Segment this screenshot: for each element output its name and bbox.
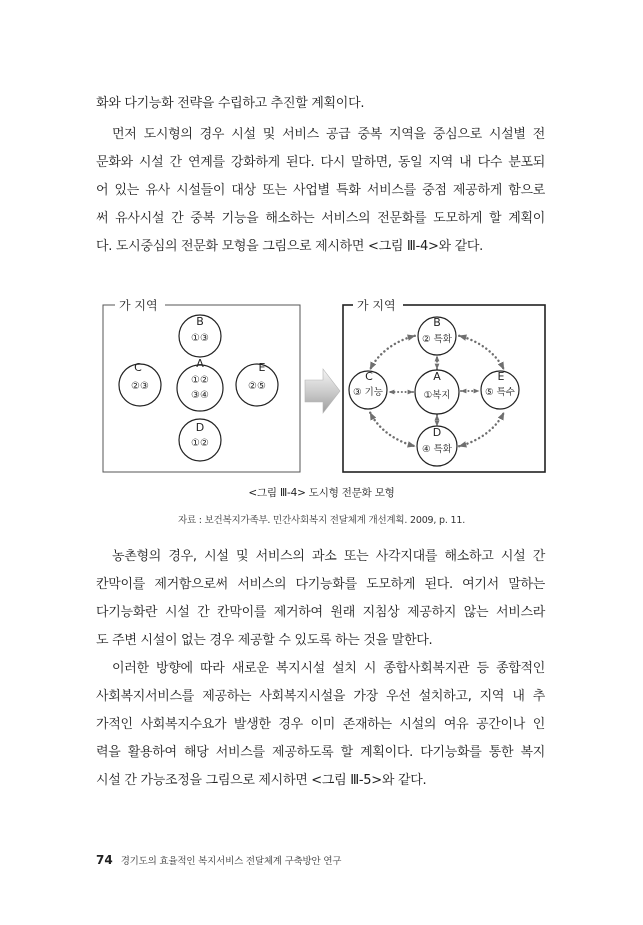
right-panel [343, 298, 545, 473]
facility-a [177, 357, 223, 411]
body-line: 칸막이를 제거함으로써 서비스의 다기능화를 도모하게 된다. 여기서 말하는 [96, 577, 545, 592]
facility-services: ②③ [131, 381, 149, 392]
facility-id: B [196, 315, 204, 328]
paragraph-rural-multifunction [96, 543, 545, 655]
link-b-e [459, 336, 504, 370]
paragraph-urban-specialization [96, 121, 545, 261]
body-line: 농촌형의 경우, 시설 및 서비스의 과소 또는 사각지대를 해소하고 시설 간 [112, 549, 545, 564]
facility-b [418, 316, 456, 355]
facility-service: ④ 특화 [422, 444, 452, 455]
body-line: 도 주변 시설이 없는 경우 제공할 수 있도록 하는 것을 말한다. [96, 633, 433, 648]
facility-services: ①② [191, 438, 209, 449]
facility-id: A [433, 370, 441, 383]
facility-id: E [497, 370, 505, 383]
running-title: 경기도의 효율적인 복지서비스 전달체계 구축방안 연구 [120, 856, 342, 867]
facility-e [236, 361, 278, 406]
paragraph-continuation [96, 90, 545, 118]
region-label: 가 지역 [119, 298, 158, 313]
body-line: 화와 다기능화 전략을 수립하고 추진할 계획이다. [96, 96, 365, 111]
page-number: 74 [96, 853, 113, 867]
facility-services: ①② [191, 375, 209, 386]
body-line: 시설 간 가능조정을 그림으로 제시하면 <그림 Ⅲ-5>와 같다. [96, 773, 427, 788]
body-line: 다기능화란 시설 간 칸막이를 제거하여 원래 지침상 제공하지 않는 서비스라 [96, 605, 545, 620]
facility-circle [177, 365, 223, 411]
facility-service: ② 특화 [422, 334, 452, 345]
facility-id: D [432, 426, 442, 439]
region-label: 가 지역 [357, 298, 396, 313]
body-line: 어 있는 유사 시설들이 대상 또는 사업별 특화 서비스를 중점 제공하게 함으로 [96, 183, 545, 198]
body-line: 사회복지서비스를 제공하는 사회복지시설을 가장 우선 설치하고, 지역 내 추 [96, 689, 545, 704]
facility-service: ①복지 [423, 390, 451, 401]
link-c-d [370, 413, 415, 447]
link-b-c [370, 336, 415, 370]
body-line: 이러한 방향에 따라 새로운 복지시설 설치 시 종합사회복지관 등 종합적인 [112, 661, 545, 676]
body-line: 가적인 사회복지수요가 발생한 경우 이미 존재하는 시설의 여유 공간이나 인 [96, 717, 545, 732]
facility-service: ③ 기능 [353, 387, 383, 398]
facility-d [179, 419, 221, 461]
facility-id: D [195, 421, 205, 434]
facility-services: ①③ [191, 333, 209, 344]
body-line: 다. 도시중심의 전문화 모형을 그림으로 제시하면 <그림 Ⅲ-4>와 같다. [96, 239, 483, 254]
facility-services: ②⑤ [248, 381, 266, 392]
facility-e [481, 370, 519, 409]
facility-b [179, 315, 221, 357]
body-line: 문화와 시설 간 연계를 강화하게 된다. 다시 말하면, 동일 지역 내 다수 분포되 [96, 155, 545, 170]
link-d-e [459, 413, 504, 447]
body-line: 력을 활용하여 해당 서비스를 제공하도록 할 계획이다. 다기능화를 통한 복지 [96, 745, 545, 760]
left-panel [103, 298, 300, 473]
facility-id: C [134, 361, 142, 374]
facility-id: A [196, 357, 204, 370]
facility-d [417, 426, 457, 466]
facility-id: B [433, 316, 441, 329]
facility-a [415, 370, 459, 414]
figure-caption: <그림 Ⅲ-4> 도시형 전문화 모형 [248, 487, 395, 499]
figure-source: 자료 : 보건복지가족부. 민간사회복지 전달체계 개선계획. 2009, p. 11. [177, 515, 466, 526]
facility-c [119, 361, 161, 406]
facility-c [349, 370, 387, 409]
facility-service: ⑤ 특수 [485, 387, 515, 398]
transition-arrow-icon [305, 369, 340, 413]
facility-id: E [258, 361, 266, 374]
paragraph-facility-plan [96, 655, 545, 795]
body-line: 써 유사시설 간 중복 기능을 해소하는 서비스의 전문화를 도모하게 할 계획이 [96, 211, 545, 226]
body-line: 먼저 도시형의 경우 시설 및 서비스 공급 중복 지역을 중심으로 시설별 전 [112, 127, 545, 142]
facility-services: ③④ [191, 390, 209, 401]
figure-urban-specialization-model [95, 290, 555, 482]
facility-id: C [365, 370, 373, 383]
page-footer [96, 849, 341, 868]
